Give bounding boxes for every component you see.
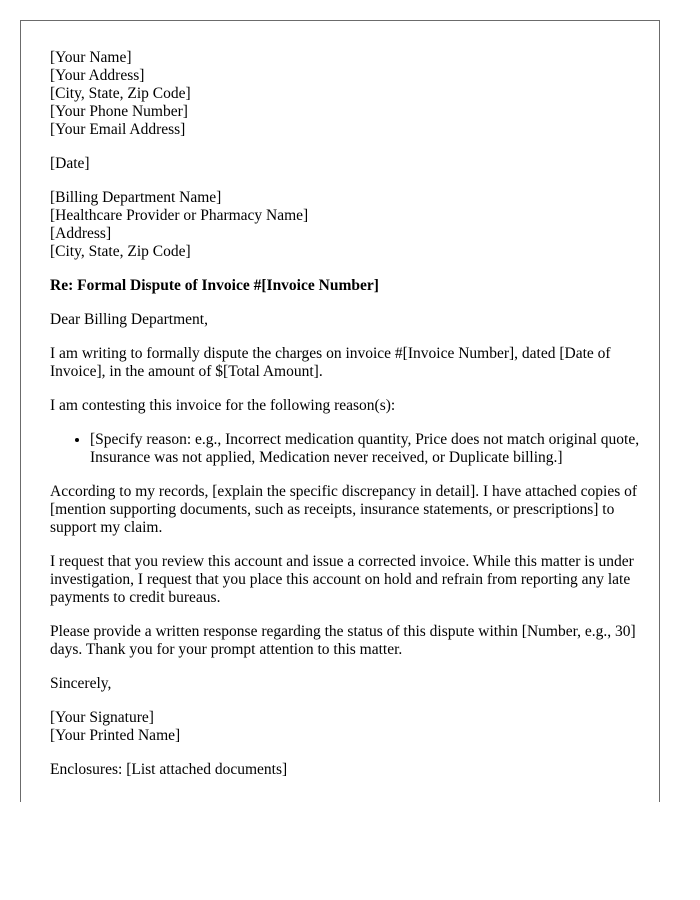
letter-page <box>20 20 660 802</box>
signature: [Your Signature] <box>50 709 154 726</box>
recipient-department: [Billing Department Name] <box>50 189 222 206</box>
enclosures: Enclosures: [List attached documents] <box>50 761 288 778</box>
request-paragraph: I request that you review this account and issue a corrected invoice. While this matter is under investigation, I request that you place this account on hold and refrain from reporting any late payments to credit bureaus. <box>50 553 634 606</box>
signature-block <box>50 709 640 745</box>
sender-email: [Your Email Address] <box>50 121 186 138</box>
sender-address: [Your Address] <box>50 67 145 84</box>
intro-paragraph: I am writing to formally dispute the charges on invoice #[Invoice Number], dated [Date of Invoice], in the amount of $[Total Amount]. <box>50 345 611 380</box>
sender-phone: [Your Phone Number] <box>50 103 188 120</box>
letter-body <box>50 49 640 795</box>
closing: Sincerely, <box>50 675 112 692</box>
list-item: • [Specify reason: e.g., Incorrect medication quantity, Price does not match original quote, Insurance was not applied, Medication never received, or Duplicate billing.] <box>90 431 640 467</box>
recipient-city-state-zip: [City, State, Zip Code] <box>50 243 191 260</box>
letter-date: [Date] <box>50 155 90 172</box>
date-block <box>50 155 640 173</box>
salutation: Dear Billing Department, <box>50 311 208 328</box>
printed-name: [Your Printed Name] <box>50 727 181 744</box>
sender-block <box>50 49 640 139</box>
records-paragraph: According to my records, [explain the specific discrepancy in detail]. I have attached copies of [mention supporting documents, such as receipts, insurance statements, or prescriptions] to support my claim. <box>50 483 638 536</box>
subject-line: Re: Formal Dispute of Invoice #[Invoice Number] <box>50 277 379 294</box>
sender-city-state-zip: [City, State, Zip Code] <box>50 85 191 102</box>
response-paragraph: Please provide a written response regarding the status of this dispute within [Number, e.g., 30] days. Thank you for your prompt attention to this matter. <box>50 623 636 658</box>
sender-name: [Your Name] <box>50 49 132 66</box>
reasons-list <box>50 431 640 467</box>
recipient-address: [Address] <box>50 225 112 242</box>
reasons-intro-paragraph: I am contesting this invoice for the following reason(s): <box>50 397 396 414</box>
recipient-provider: [Healthcare Provider or Pharmacy Name] <box>50 207 309 224</box>
recipient-block <box>50 189 640 261</box>
